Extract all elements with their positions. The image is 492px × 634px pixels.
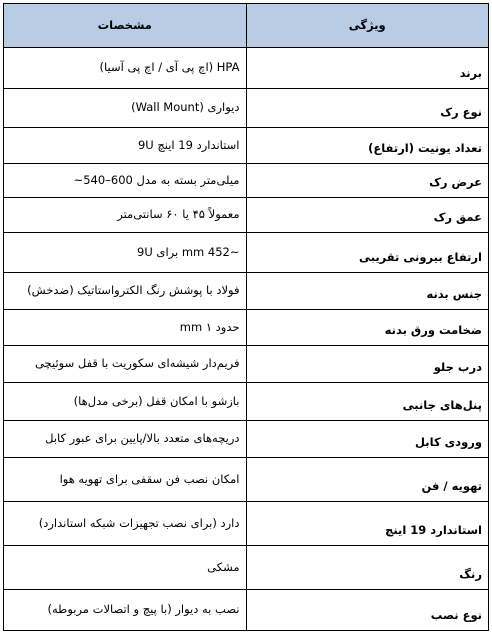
value-cell: HPA (اچ پی آی / اچ پی آسیا) — [4, 48, 247, 89]
feature-cell: عمق رک — [246, 198, 489, 233]
value-cell: دریچه‌های متعدد بالا/پایین برای عبور کابل — [4, 421, 247, 458]
value-cell: مشکی — [4, 546, 247, 590]
feature-column-header: ویژگی — [246, 4, 489, 48]
table-row — [4, 233, 489, 273]
feature-cell: درب جلو — [246, 346, 489, 383]
feature-cell: نوع نصب — [246, 590, 489, 631]
value-cell: امکان نصب فن سقفی برای تهویه هوا — [4, 458, 247, 502]
table-row — [4, 164, 489, 198]
feature-cell: رنگ — [246, 546, 489, 590]
table-row — [4, 383, 489, 421]
feature-cell: ارتفاع بیرونی تقریبی — [246, 233, 489, 273]
table-row — [4, 590, 489, 631]
value-cell: ~452 mm برای 9U — [4, 233, 247, 273]
value-cell: فریم‌دار شیشه‌ای سکوریت با قفل سوئیچی — [4, 346, 247, 383]
table-row — [4, 273, 489, 310]
feature-cell: برند — [246, 48, 489, 89]
value-cell: فولاد با پوشش رنگ الکترواستاتیک (ضدخش) — [4, 273, 247, 310]
table-row — [4, 346, 489, 383]
table-row — [4, 48, 489, 89]
table-row — [4, 502, 489, 546]
feature-cell: تهویه / فن — [246, 458, 489, 502]
table-row — [4, 421, 489, 458]
value-cell: بازشو با امکان قفل (برخی مدل‌ها) — [4, 383, 247, 421]
table-row — [4, 89, 489, 128]
feature-cell: پنل‌های جانبی — [246, 383, 489, 421]
feature-cell: ورودی کابل — [246, 421, 489, 458]
value-cell: دیواری (Wall Mount) — [4, 89, 247, 128]
table-row — [4, 310, 489, 346]
table-row — [4, 546, 489, 590]
value-cell: میلی‌متر بسته به مدل 600–540~ — [4, 164, 247, 198]
value-cell: استاندارد 19 اینچ 9U — [4, 128, 247, 164]
table-row — [4, 458, 489, 502]
value-cell: حدود ۱ mm — [4, 310, 247, 346]
feature-cell: عرض رک — [246, 164, 489, 198]
value-cell: دارد (برای نصب تجهیزات شبکه استاندارد) — [4, 502, 247, 546]
header-row — [4, 4, 489, 48]
feature-cell: تعداد یونیت (ارتفاع) — [246, 128, 489, 164]
spec-column-header: مشخصات — [4, 4, 247, 48]
feature-cell: استاندارد 19 اینچ — [246, 502, 489, 546]
table-row — [4, 128, 489, 164]
table-row — [4, 198, 489, 233]
feature-cell: جنس بدنه — [246, 273, 489, 310]
feature-cell: ضخامت ورق بدنه — [246, 310, 489, 346]
value-cell: نصب به دیوار (با پیچ و اتصالات مربوطه) — [4, 590, 247, 631]
spec-table — [3, 3, 489, 631]
feature-cell: نوع رک — [246, 89, 489, 128]
value-cell: معمولاً ۴۵ یا ۶۰ سانتی‌متر — [4, 198, 247, 233]
